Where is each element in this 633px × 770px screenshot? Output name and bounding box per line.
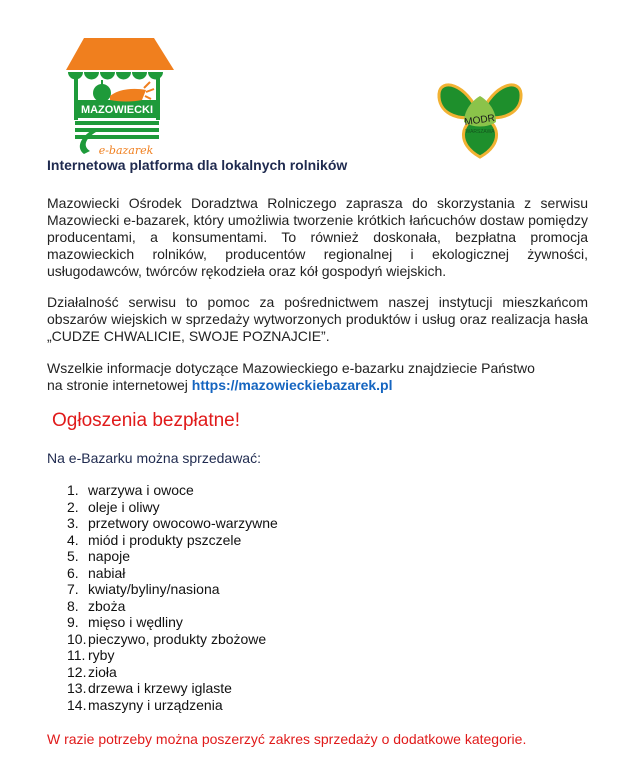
website-link[interactable]: https://mazowieckiebazarek.pl bbox=[191, 377, 393, 393]
logo-script-text: e-bazarek bbox=[98, 144, 154, 157]
category-item bbox=[67, 647, 278, 664]
category-item bbox=[67, 565, 278, 582]
category-item bbox=[67, 515, 278, 532]
category-item bbox=[67, 598, 278, 615]
category-number: 14. bbox=[67, 696, 87, 713]
category-item bbox=[67, 680, 278, 697]
category-number: 12. bbox=[67, 663, 87, 680]
category-number: 8. bbox=[67, 597, 79, 614]
info-line-prefix: na stronie internetowej bbox=[47, 377, 192, 393]
category-label: maszyny i urządzenia bbox=[88, 696, 223, 713]
category-label: zboża bbox=[88, 597, 126, 614]
modr-subtext: WARSZAWA bbox=[465, 129, 495, 135]
category-label: zioła bbox=[88, 663, 117, 680]
modr-logo bbox=[436, 72, 524, 160]
category-label: pieczywo, produkty zbożowe bbox=[88, 630, 267, 647]
categories-list bbox=[67, 482, 278, 713]
category-label: kwiaty/byliny/nasiona bbox=[88, 581, 220, 597]
mission-paragraph: Działalność serwisu to pomoc za pośrednictwem naszej instytucji mieszkańcom obszarów wiejskich w sprzedaży wytworzonych produktów i usług oraz realizacja hasła „CUDZE CHWALICIE, SWOJE POZNAJCIE”. bbox=[47, 294, 588, 344]
category-label: drzewa i krzewy iglaste bbox=[88, 680, 232, 696]
intro-paragraph: Mazowiecki Ośrodek Doradztwa Rolniczego zaprasza do skorzystania z serwisu Mazowiecki e-bazarek, który umożliwia tworzenie krótkich łańcuchów dostaw pomiędzy producentami, a konsumentami. To również doskonała, bezpłatna promocja mazowieckich rolników, producentów regionalnej i ekologicznej żywności, usługodawców, twórców rękodzieła oraz kół gospodyń wiejskich. bbox=[47, 195, 588, 279]
info-line: Wszelkie informacje dotyczące Mazowieckiego e-bazarku znajdziecie Państwo bbox=[47, 360, 535, 376]
category-number: 2. bbox=[67, 498, 79, 515]
category-number: 5. bbox=[67, 548, 79, 564]
category-item bbox=[67, 499, 278, 516]
category-number: 4. bbox=[67, 531, 79, 548]
modr-text: MODR bbox=[463, 112, 496, 129]
categories-intro: Na e-Bazarku można sprzedawać: bbox=[47, 450, 261, 466]
category-number: 3. bbox=[67, 515, 79, 531]
category-item bbox=[67, 614, 278, 631]
free-ads-heading: Ogłoszenia bezpłatne! bbox=[52, 410, 241, 431]
page-title: Internetowa platforma dla lokalnych rolników bbox=[47, 157, 348, 173]
category-number: 6. bbox=[67, 564, 79, 581]
category-label: warzywa i owoce bbox=[88, 482, 194, 498]
category-label: miód i produkty pszczele bbox=[88, 531, 242, 548]
category-item bbox=[67, 482, 278, 499]
category-label: napoje bbox=[88, 548, 131, 564]
category-item bbox=[67, 631, 278, 648]
category-number: 9. bbox=[67, 614, 79, 630]
category-item bbox=[67, 664, 278, 681]
category-number: 11. bbox=[67, 647, 86, 663]
category-label: nabiał bbox=[88, 564, 126, 581]
category-number: 13. bbox=[67, 680, 87, 696]
category-label: przetwory owocowo-warzywne bbox=[88, 515, 278, 531]
category-item bbox=[67, 581, 278, 598]
category-number: 7. bbox=[67, 581, 79, 597]
logo-banner-text: MAZOWIECKI bbox=[80, 104, 154, 116]
category-item bbox=[67, 697, 278, 714]
category-item bbox=[67, 532, 278, 549]
category-number: 10. bbox=[67, 630, 87, 647]
category-label: mięso i wędliny bbox=[88, 614, 183, 630]
info-paragraph bbox=[47, 360, 588, 394]
category-label: oleje i oliwy bbox=[88, 498, 160, 515]
mazowiecki-e-bazarek-logo bbox=[62, 30, 178, 158]
category-item bbox=[67, 548, 278, 565]
footer-note: W razie potrzeby można poszerzyć zakres sprzedaży o dodatkowe kategorie. bbox=[47, 731, 527, 747]
category-label: ryby bbox=[88, 647, 115, 663]
category-number: 1. bbox=[67, 482, 79, 498]
